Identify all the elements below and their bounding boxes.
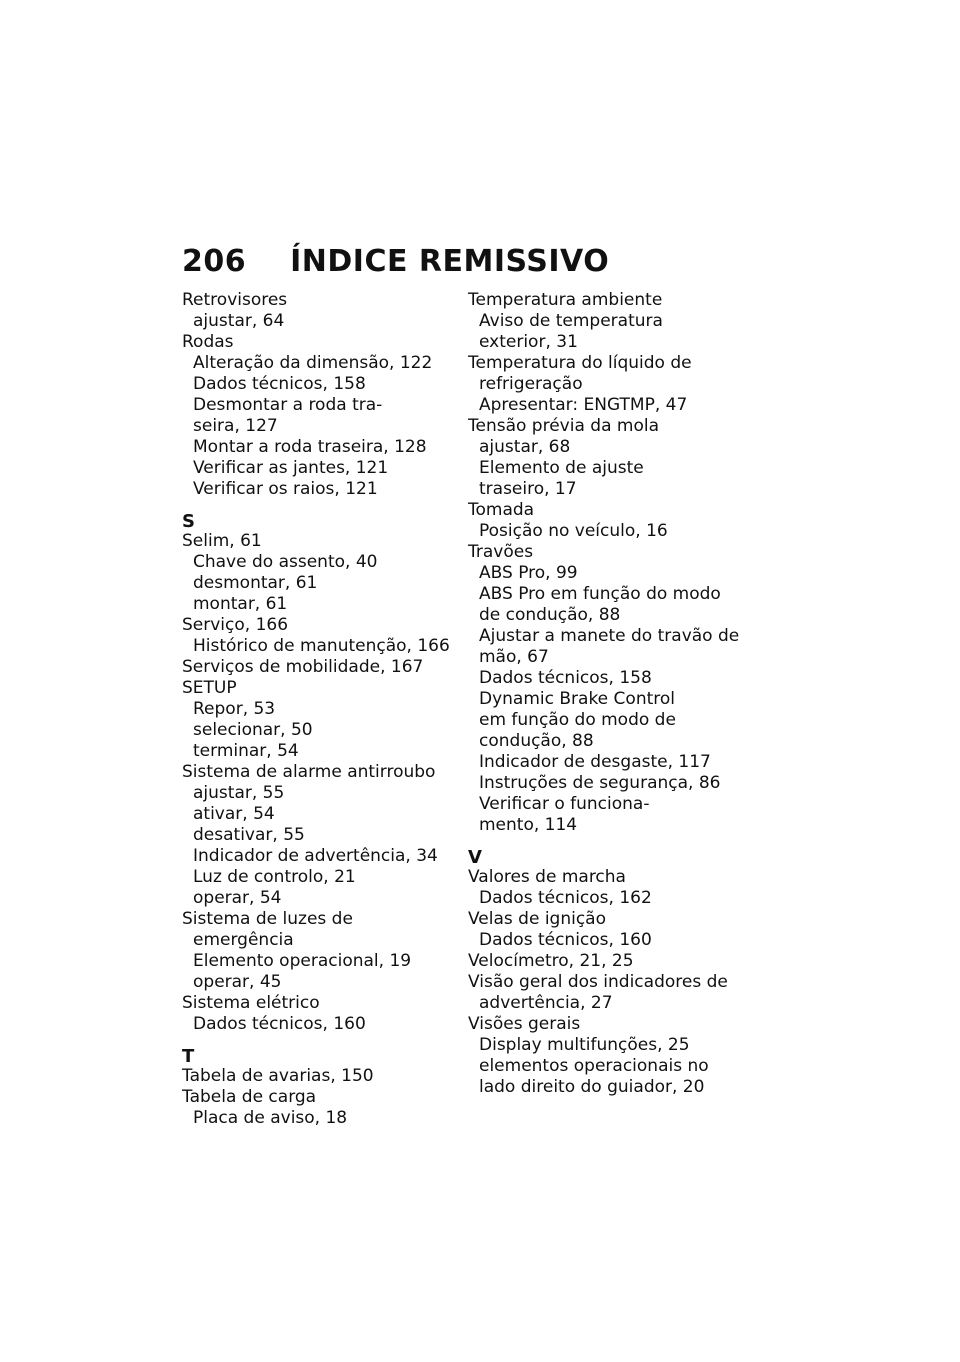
page-header [182, 244, 609, 279]
index-entry: Rodas [182, 332, 234, 352]
index-subentry: desativar, 55 [193, 825, 305, 845]
index-entry: Tensão prévia da mola [468, 416, 659, 436]
index-subentry: Indicador de desgaste, 117 [479, 752, 711, 772]
index-entry: Valores de marcha [468, 867, 626, 887]
index-entry: Sistema de alarme antirroubo [182, 762, 436, 782]
page-title: ÍNDICE REMISSIVO [290, 244, 610, 279]
index-subentry: lado direito do guiador, 20 [479, 1077, 705, 1097]
index-entry: Selim, 61 [182, 531, 262, 551]
index-subentry: Verificar o funciona- [479, 794, 650, 814]
index-subentry: Repor, 53 [193, 699, 276, 719]
index-subentry: Elemento operacional, 19 [193, 951, 412, 971]
index-subentry: Indicador de advertência, 34 [193, 846, 438, 866]
index-column-left [182, 290, 454, 1129]
index-entry: Visão geral dos indicadores de [468, 972, 728, 992]
index-subentry: traseiro, 17 [479, 479, 577, 499]
index-subentry: Verificar as jantes, 121 [193, 458, 389, 478]
index-subentry: Instruções de segurança, 86 [479, 773, 721, 793]
index-subentry: exterior, 31 [479, 332, 578, 352]
index-entry: Temperatura do líquido de [468, 353, 692, 373]
index-subentry: elementos operacionais no [479, 1056, 709, 1076]
index-subentry: refrigeração [479, 374, 583, 394]
index-subentry: ABS Pro, 99 [479, 563, 578, 583]
index-subentry: Desmontar a roda tra- [193, 395, 383, 415]
index-entry: Visões gerais [468, 1014, 581, 1034]
index-letter-heading: T [182, 1046, 195, 1067]
index-entry: Temperatura ambiente [468, 290, 663, 310]
index-entry: Tabela de avarias, 150 [182, 1066, 374, 1086]
index-entry: Serviço, 166 [182, 615, 289, 635]
index-entry: Sistema elétrico [182, 993, 320, 1013]
index-subentry: operar, 45 [193, 972, 282, 992]
index-subentry: advertência, 27 [479, 993, 613, 1013]
index-subentry: seira, 127 [193, 416, 278, 436]
index-entry: Travões [468, 542, 534, 562]
index-subentry: mão, 67 [479, 647, 549, 667]
index-subentry: ABS Pro em função do modo [479, 584, 721, 604]
index-subentry: desmontar, 61 [193, 573, 318, 593]
index-subentry: Dados técnicos, 160 [193, 1014, 366, 1034]
index-subentry: Elemento de ajuste [479, 458, 644, 478]
index-subentry: Placa de aviso, 18 [193, 1108, 348, 1128]
index-subentry: ajustar, 55 [193, 783, 285, 803]
index-subentry: Apresentar: ENGTMP, 47 [479, 395, 688, 415]
index-subentry: emergência [193, 930, 294, 950]
index-subentry: Dados técnicos, 158 [479, 668, 652, 688]
index-subentry: Display multifunções, 25 [479, 1035, 690, 1055]
index-entry: Retrovisores [182, 290, 288, 310]
index-entry: Tabela de carga [182, 1087, 317, 1107]
index-letter-heading: S [182, 511, 195, 532]
index-subentry: ativar, 54 [193, 804, 275, 824]
index-subentry: Alteração da dimensão, 122 [193, 353, 433, 373]
index-subentry: operar, 54 [193, 888, 282, 908]
page-number: 206 [182, 244, 247, 279]
index-subentry: em função do modo de [479, 710, 676, 730]
index-subentry: Ajustar a manete do travão de [479, 626, 740, 646]
index-entry: Sistema de luzes de [182, 909, 353, 929]
index-subentry: condução, 88 [479, 731, 594, 751]
index-subentry: Posição no veículo, 16 [479, 521, 668, 541]
index-subentry: Chave do assento, 40 [193, 552, 378, 572]
index-entry: Tomada [468, 500, 535, 520]
index-subentry: Dados técnicos, 158 [193, 374, 366, 394]
index-subentry: Verificar os raios, 121 [193, 479, 378, 499]
index-subentry: selecionar, 50 [193, 720, 313, 740]
index-subentry: Aviso de temperatura [479, 311, 663, 331]
index-letter-heading: V [468, 847, 482, 868]
index-column-right [468, 290, 753, 1098]
index-entry: SETUP [182, 678, 237, 698]
index-subentry: ajustar, 68 [479, 437, 571, 457]
index-subentry: montar, 61 [193, 594, 288, 614]
index-subentry: mento, 114 [479, 815, 578, 835]
index-subentry: ajustar, 64 [193, 311, 285, 331]
index-entry: Velas de ignição [468, 909, 607, 929]
index-subentry: terminar, 54 [193, 741, 299, 761]
index-entry: Serviços de mobilidade, 167 [182, 657, 424, 677]
index-subentry: Dados técnicos, 162 [479, 888, 652, 908]
index-subentry: Luz de controlo, 21 [193, 867, 356, 887]
index-subentry: Dados técnicos, 160 [479, 930, 652, 950]
index-subentry: Montar a roda traseira, 128 [193, 437, 427, 457]
index-entry: Velocímetro, 21, 25 [468, 951, 634, 971]
index-subentry: Dynamic Brake Control [479, 689, 675, 709]
index-subentry: de condução, 88 [479, 605, 621, 625]
index-subentry: Histórico de manutenção, 166 [193, 636, 450, 656]
